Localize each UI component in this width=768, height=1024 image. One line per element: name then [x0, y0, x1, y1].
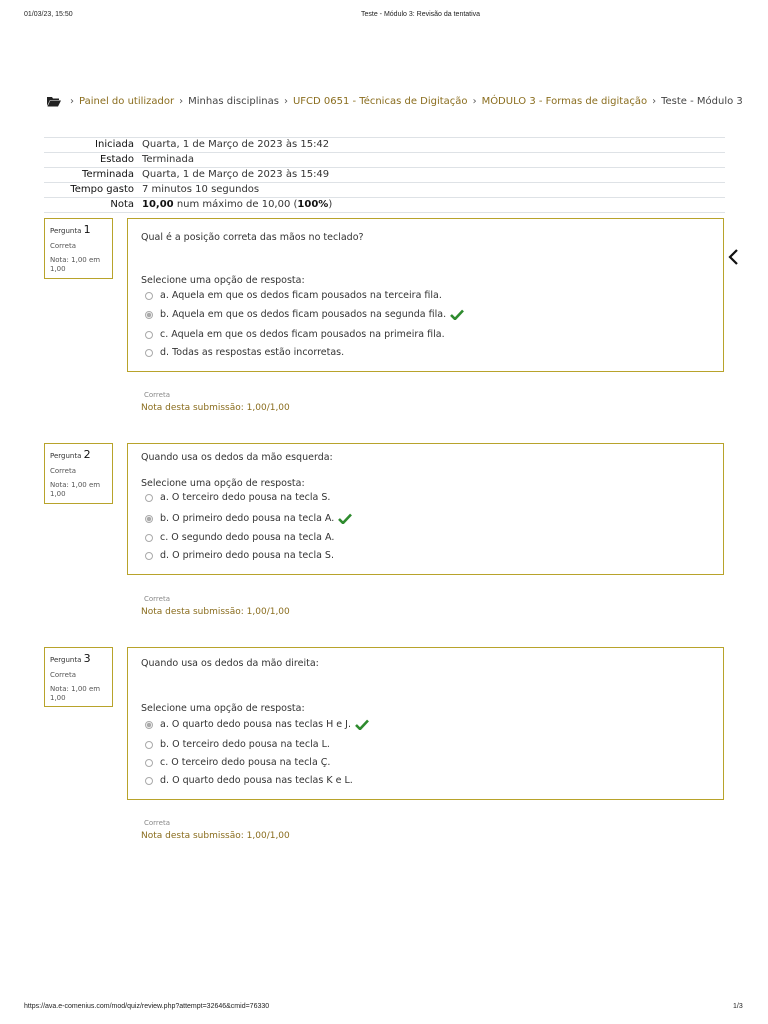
print-page-number: 1/3	[733, 1003, 743, 1010]
question-prefix: Pergunta	[50, 227, 82, 235]
feedback-mark: Nota desta submissão: 1,00/1,00	[141, 607, 290, 617]
answer-label: b. O primeiro dedo pousa na tecla A.	[160, 513, 335, 524]
checkmark-icon	[450, 309, 464, 320]
radio-button[interactable]	[145, 534, 153, 542]
summary-label: Estado	[44, 153, 138, 168]
feedback-state: Correta	[144, 391, 170, 399]
breadcrumb-separator: ›	[652, 96, 657, 107]
radio-button[interactable]	[145, 777, 153, 785]
answer-option[interactable]	[145, 492, 330, 503]
folder-open-icon	[47, 96, 61, 107]
question-prefix: Pergunta	[50, 452, 82, 460]
answer-label: d. Todas as respostas estão incorretas.	[160, 347, 345, 358]
radio-button-checked[interactable]	[145, 721, 153, 729]
summary-value: Quarta, 1 de Março de 2023 às 15:42	[138, 138, 725, 153]
radio-button[interactable]	[145, 331, 153, 339]
question-number-value: 1	[83, 223, 91, 236]
question-info-3	[44, 647, 113, 707]
answer-option[interactable]	[145, 775, 353, 786]
question-feedback-1	[141, 391, 290, 413]
question-number	[50, 448, 107, 461]
answer-label: d. O primeiro dedo pousa na tecla S.	[160, 550, 334, 561]
breadcrumb-separator: ›	[283, 96, 288, 107]
question-grade: Nota: 1,00 em 1,00	[50, 685, 101, 702]
answer-option-selected[interactable]	[145, 513, 352, 524]
radio-button[interactable]	[145, 741, 153, 749]
breadcrumb-my-courses: Minhas disciplinas	[188, 96, 279, 107]
chevron-left-icon[interactable]	[726, 247, 742, 267]
question-grade: Nota: 1,00 em 1,00	[50, 256, 101, 273]
answer-label: a. O quarto dedo pousa nas teclas H e J.	[160, 719, 351, 730]
summary-row-started	[44, 138, 725, 153]
question-number-value: 3	[83, 652, 91, 665]
answer-label: b. O terceiro dedo pousa na tecla L.	[160, 739, 330, 750]
breadcrumb-course-link[interactable]: UFCD 0651 - Técnicas de Digitação	[292, 96, 468, 107]
answer-option[interactable]	[145, 329, 445, 340]
answer-option[interactable]	[145, 550, 334, 561]
summary-value: Quarta, 1 de Março de 2023 às 15:49	[138, 168, 725, 183]
summary-label: Iniciada	[44, 138, 138, 153]
radio-button[interactable]	[145, 349, 153, 357]
radio-button[interactable]	[145, 292, 153, 300]
print-title: Teste - Módulo 3: Revisão da tentativa	[361, 11, 481, 18]
breadcrumb-separator: ›	[70, 96, 74, 107]
answer-label: c. Aquela em que os dedos ficam pousados na primeira fila.	[160, 329, 445, 340]
print-url: https://ava.e-comenius.com/mod/quiz/review.php?attempt=32646&cmid=76330	[24, 1003, 270, 1010]
breadcrumb-current-quiz: Teste - Módulo 3	[661, 96, 743, 107]
grade-percent: 100%	[297, 199, 329, 210]
radio-button[interactable]	[145, 494, 153, 502]
answer-prompt: Selecione uma opção de resposta:	[141, 275, 305, 286]
question-text: Quando usa os dedos da mão direita:	[141, 658, 319, 669]
breadcrumb-separator: ›	[179, 96, 184, 107]
question-content-2	[127, 443, 724, 575]
answer-option[interactable]	[145, 290, 442, 301]
breadcrumb-module-link[interactable]: MÓDULO 3 - Formas de digitação	[481, 96, 648, 107]
grade-close: )	[328, 199, 333, 210]
answer-option[interactable]	[145, 757, 330, 768]
attempt-summary-table	[44, 137, 725, 213]
feedback-mark: Nota desta submissão: 1,00/1,00	[141, 403, 290, 413]
feedback-state: Correta	[144, 595, 170, 603]
answer-option-selected[interactable]	[145, 719, 369, 730]
answer-label: c. O terceiro dedo pousa na tecla Ç.	[160, 757, 331, 768]
question-number	[50, 223, 107, 236]
question-text: Qual é a posição correta das mãos no teclado?	[141, 232, 364, 243]
answer-label: d. O quarto dedo pousa nas teclas K e L.	[160, 775, 353, 786]
summary-row-time-taken	[44, 183, 725, 198]
answer-prompt: Selecione uma opção de resposta:	[141, 703, 305, 714]
grade-max-text: num máximo de 10,00 (	[176, 199, 298, 210]
question-state: Correta	[50, 671, 76, 679]
summary-label: Tempo gasto	[44, 183, 138, 198]
question-state: Correta	[50, 242, 76, 250]
question-info-2	[44, 443, 113, 504]
checkmark-icon	[338, 513, 352, 524]
question-grade: Nota: 1,00 em 1,00	[50, 481, 101, 498]
feedback-state: Correta	[144, 819, 170, 827]
summary-value: 7 minutos 10 segundos	[138, 183, 725, 198]
summary-row-state	[44, 153, 725, 168]
radio-button[interactable]	[145, 759, 153, 767]
question-prefix: Pergunta	[50, 656, 82, 664]
summary-label: Terminada	[44, 168, 138, 183]
summary-value: Terminada	[138, 153, 725, 168]
summary-row-finished	[44, 168, 725, 183]
question-state: Correta	[50, 467, 76, 475]
radio-button[interactable]	[145, 552, 153, 560]
question-feedback-3	[141, 819, 290, 841]
answer-option[interactable]	[145, 532, 334, 543]
question-content-1	[127, 218, 724, 372]
breadcrumb-dashboard-link[interactable]: Painel do utilizador	[79, 96, 175, 107]
summary-label: Nota	[44, 198, 138, 213]
radio-button-checked[interactable]	[145, 515, 153, 523]
question-info-1	[44, 218, 113, 279]
answer-option[interactable]	[145, 347, 344, 358]
breadcrumb	[47, 96, 743, 107]
question-number-value: 2	[83, 448, 91, 461]
summary-grade-value	[138, 198, 725, 213]
answer-option-selected[interactable]	[145, 309, 464, 320]
question-text: Quando usa os dedos da mão esquerda:	[141, 452, 333, 463]
print-date: 01/03/23, 15:50	[24, 11, 73, 18]
question-number	[50, 652, 107, 665]
answer-label: b. Aquela em que os dedos ficam pousados na segunda fila.	[160, 309, 447, 320]
answer-label: a. Aquela em que os dedos ficam pousados na terceira fila.	[160, 290, 442, 301]
feedback-mark: Nota desta submissão: 1,00/1,00	[141, 831, 290, 841]
question-content-3	[127, 647, 724, 800]
summary-row-grade	[44, 198, 725, 213]
checkmark-icon	[355, 719, 369, 730]
radio-button-checked[interactable]	[145, 311, 153, 319]
answer-option[interactable]	[145, 739, 330, 750]
question-feedback-2	[141, 595, 290, 617]
answer-label: a. O terceiro dedo pousa na tecla S.	[160, 492, 331, 503]
answer-prompt: Selecione uma opção de resposta:	[141, 478, 305, 489]
breadcrumb-separator: ›	[472, 96, 477, 107]
grade-score: 10,00	[142, 199, 174, 210]
answer-label: c. O segundo dedo pousa na tecla A.	[160, 532, 335, 543]
